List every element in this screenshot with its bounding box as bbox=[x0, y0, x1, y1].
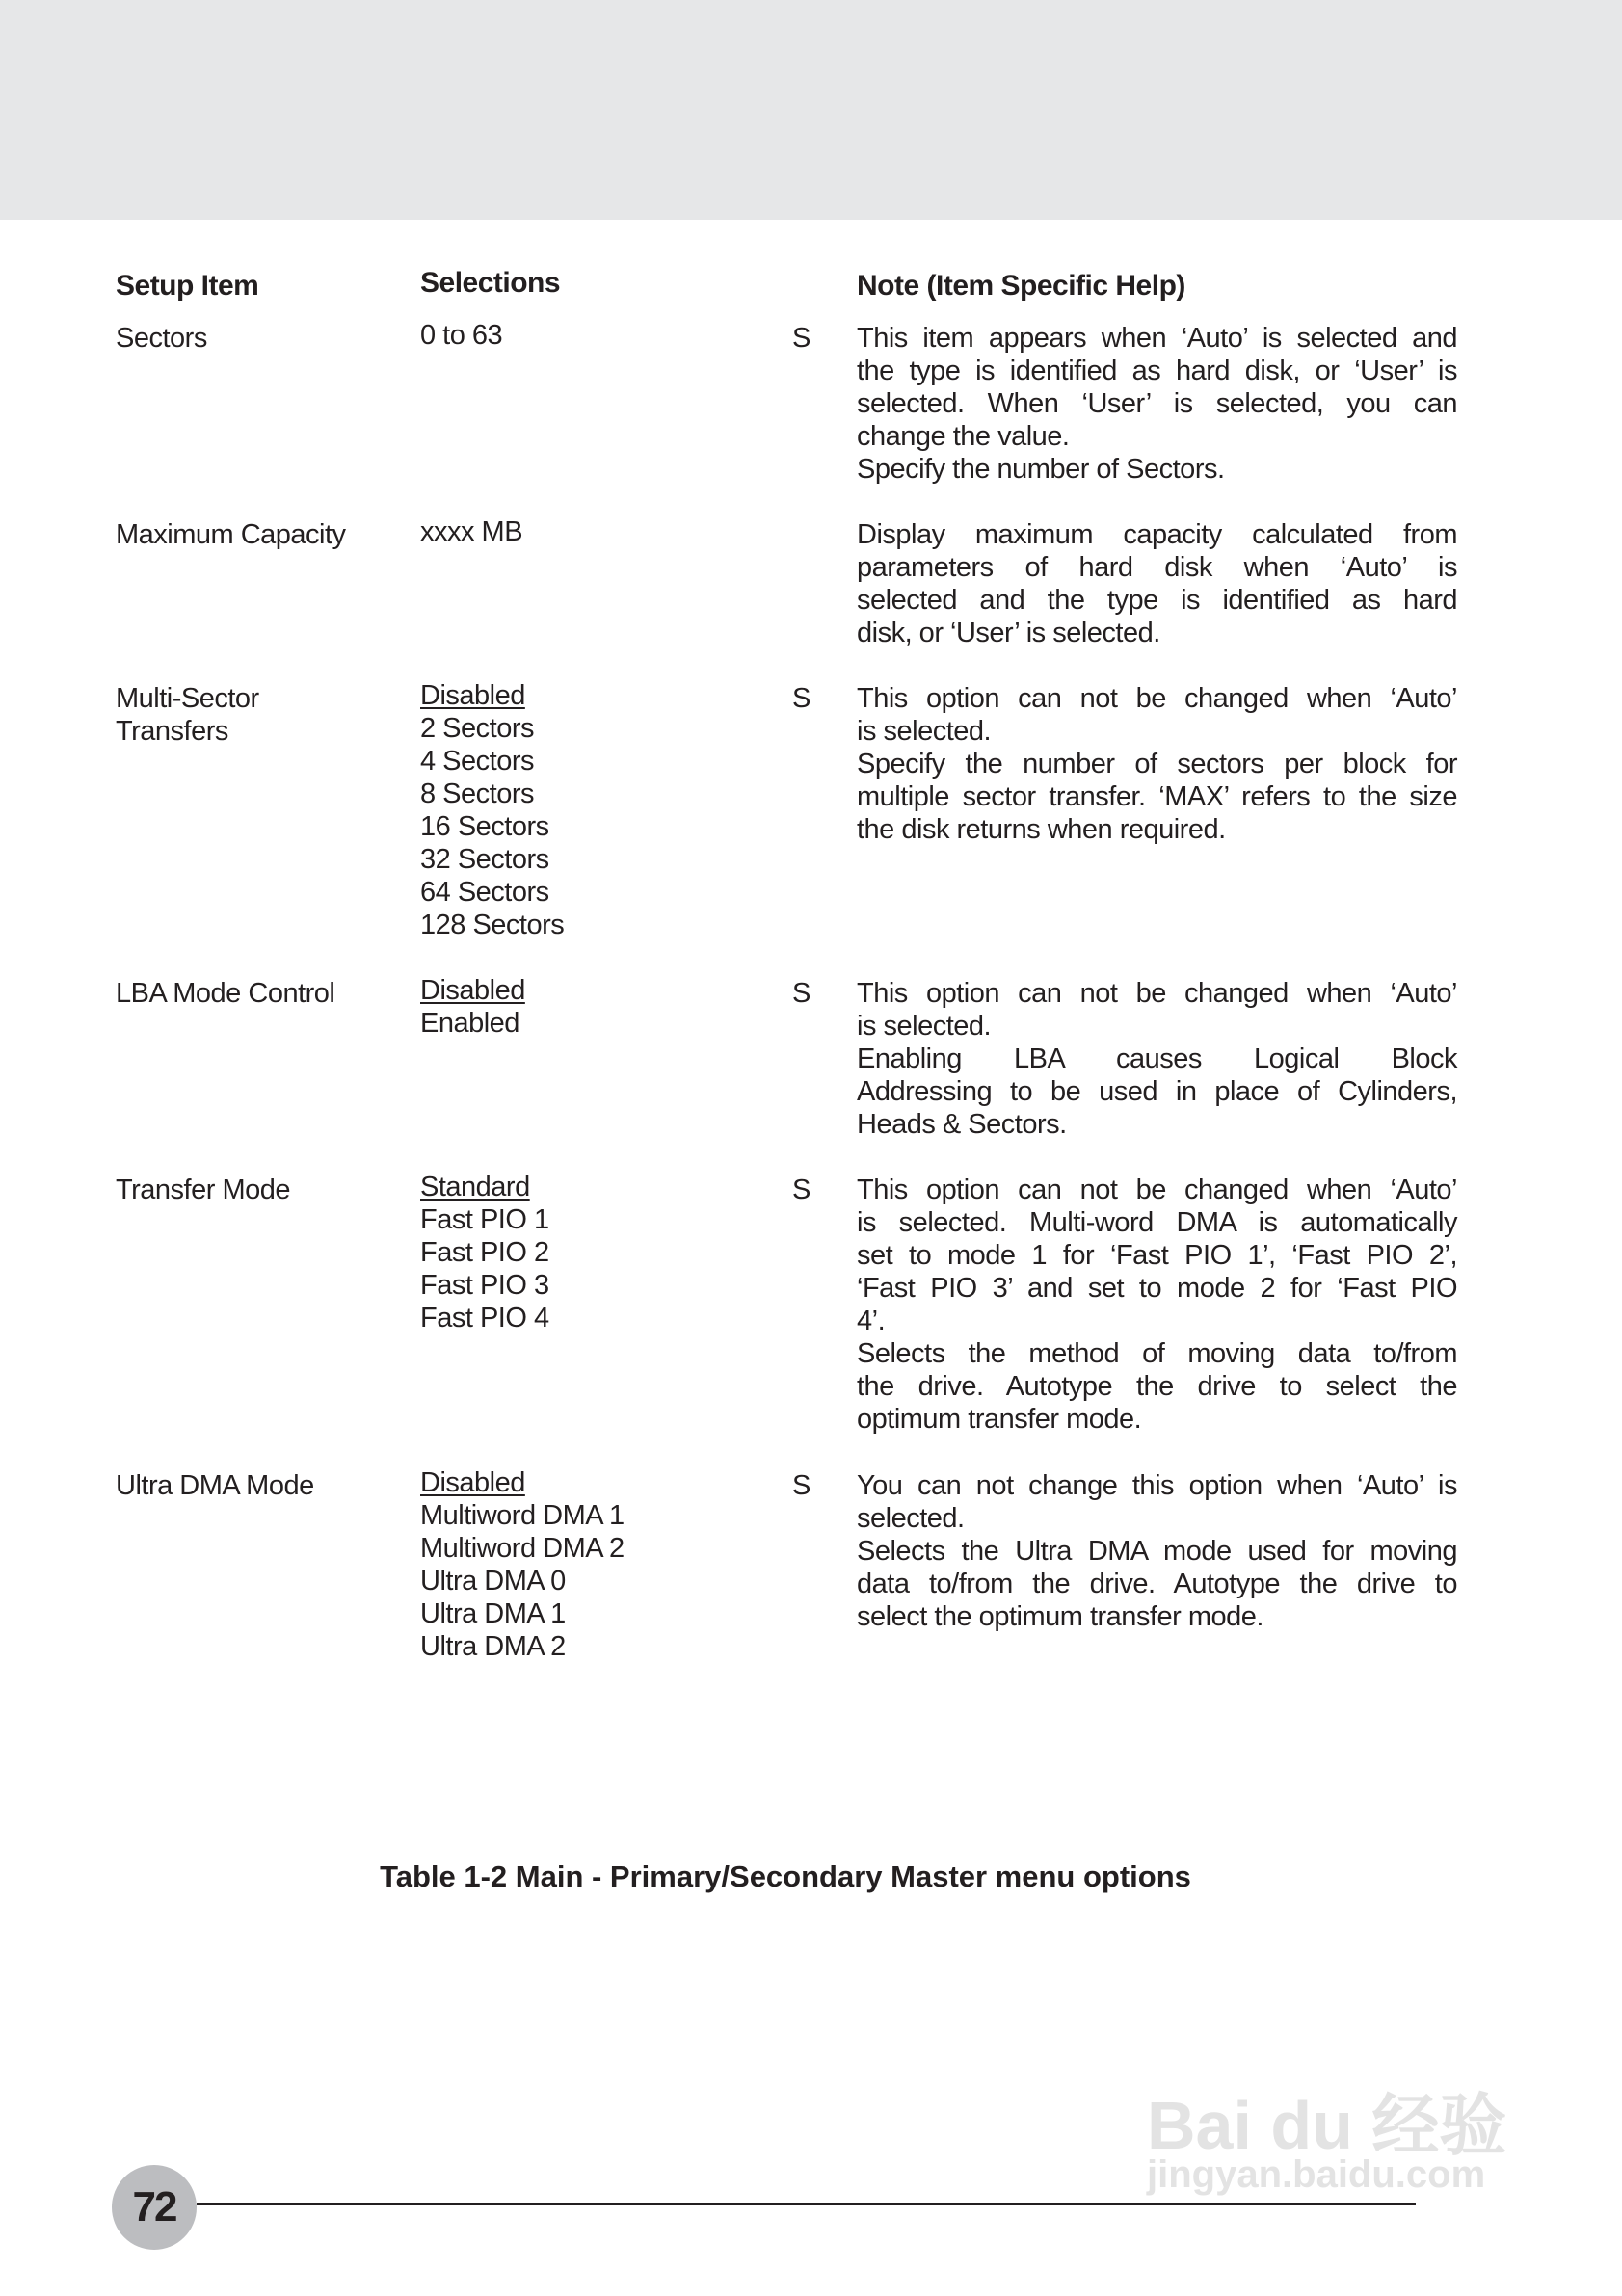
selection-option: Ultra DMA 1 bbox=[420, 1598, 566, 1629]
setup-flag: S bbox=[792, 1174, 811, 1205]
selection-option: Multiword DMA 2 bbox=[420, 1533, 625, 1564]
note-line: is selected. bbox=[857, 716, 992, 747]
selections-list bbox=[420, 515, 522, 548]
selection-option: Enabled bbox=[420, 1008, 519, 1039]
setup-item-line: Maximum Capacity bbox=[116, 519, 346, 550]
watermark-logo bbox=[1147, 2052, 1532, 2245]
selection-option-default: Disabled bbox=[420, 680, 525, 711]
note-line: the type is identified as hard disk, or ‘User’ is bbox=[857, 356, 1457, 386]
setup-item-label bbox=[116, 977, 334, 1010]
selection-option: Fast PIO 1 bbox=[420, 1204, 549, 1235]
note-line: is selected. Multi-word DMA is automatically bbox=[857, 1207, 1457, 1238]
item-help-note bbox=[857, 518, 1457, 649]
note-line: disk, or ‘User’ is selected. bbox=[857, 618, 1160, 648]
setup-item-label bbox=[116, 1469, 314, 1502]
selection-option: 8 Sectors bbox=[420, 779, 534, 809]
setup-item-label bbox=[116, 518, 346, 551]
watermark-url: jingyan.baidu.com bbox=[1147, 2153, 1486, 2196]
note-line: This option can not be changed when ‘Auto’ bbox=[857, 683, 1457, 714]
item-help-note bbox=[857, 682, 1457, 846]
column-header-note: Note (Item Specific Help) bbox=[857, 270, 1185, 302]
note-line: multiple sector transfer. ‘MAX’ refers to the size bbox=[857, 781, 1457, 812]
setup-item-label bbox=[116, 1174, 290, 1206]
selection-option-default: Disabled bbox=[420, 975, 525, 1006]
note-line: Selects the method of moving data to/from bbox=[857, 1338, 1457, 1369]
selection-option: Ultra DMA 2 bbox=[420, 1631, 566, 1662]
item-help-note bbox=[857, 1174, 1457, 1436]
note-line: This option can not be changed when ‘Auto’ bbox=[857, 1174, 1457, 1205]
note-line: Specify the number of Sectors. bbox=[857, 454, 1225, 485]
note-line: selected. When ‘User’ is selected, you can bbox=[857, 388, 1457, 419]
item-help-note bbox=[857, 322, 1457, 486]
note-line: optimum transfer mode. bbox=[857, 1404, 1142, 1435]
selection-option-default: Disabled bbox=[420, 1467, 525, 1498]
note-line: select the optimum transfer mode. bbox=[857, 1601, 1263, 1632]
note-line: selected and the type is identified as hard bbox=[857, 585, 1457, 616]
setup-flag: S bbox=[792, 683, 811, 714]
note-line: parameters of hard disk when ‘Auto’ is bbox=[857, 552, 1457, 583]
selection-option: 0 to 63 bbox=[420, 320, 503, 351]
setup-flag: S bbox=[792, 978, 811, 1009]
setup-item-line: Ultra DMA Mode bbox=[116, 1470, 314, 1501]
page-number: 72 bbox=[112, 2165, 197, 2250]
selection-option-default: Standard bbox=[420, 1172, 530, 1202]
selection-option: Ultra DMA 0 bbox=[420, 1566, 566, 1597]
selection-option: Fast PIO 4 bbox=[420, 1303, 549, 1333]
selection-option: Fast PIO 2 bbox=[420, 1237, 549, 1268]
setup-item-label bbox=[116, 682, 259, 748]
note-line: is selected. bbox=[857, 1011, 992, 1042]
note-line: change the value. bbox=[857, 421, 1070, 452]
watermark-brand: Bai du 经验 bbox=[1147, 2088, 1507, 2163]
selections-list bbox=[420, 1171, 549, 1334]
setup-item-line: Transfers bbox=[116, 716, 228, 747]
setup-item-line: Multi-Sector bbox=[116, 683, 259, 714]
selection-option: 2 Sectors bbox=[420, 713, 534, 744]
item-help-note bbox=[857, 1469, 1457, 1633]
note-line: ‘Fast PIO 3’ and set to mode 2 for ‘Fast PIO bbox=[857, 1273, 1457, 1304]
column-header-selections: Selections bbox=[420, 267, 561, 299]
selections-list bbox=[420, 679, 564, 941]
selection-option: 32 Sectors bbox=[420, 844, 549, 875]
note-line: This option can not be changed when ‘Auto’ bbox=[857, 978, 1457, 1009]
selection-option: xxxx MB bbox=[420, 516, 523, 547]
note-line: set to mode 1 for ‘Fast PIO 1’, ‘Fast PIO 2’, bbox=[857, 1240, 1457, 1271]
selection-option: 64 Sectors bbox=[420, 877, 549, 908]
selection-option: Multiword DMA 1 bbox=[420, 1500, 625, 1531]
note-line: data to/from the drive. Autotype the drive to bbox=[857, 1569, 1457, 1599]
column-header-setup-item: Setup Item bbox=[116, 270, 259, 302]
note-line: Display maximum capacity calculated from bbox=[857, 519, 1457, 550]
note-line: the disk returns when required. bbox=[857, 814, 1226, 845]
note-line: This item appears when ‘Auto’ is selected and bbox=[857, 323, 1457, 354]
selections-list bbox=[420, 1466, 625, 1663]
selection-option: 128 Sectors bbox=[420, 910, 565, 940]
note-line: Selects the Ultra DMA mode used for moving bbox=[857, 1536, 1457, 1567]
selection-option: 4 Sectors bbox=[420, 746, 534, 777]
note-line: the drive. Autotype the drive to select the bbox=[857, 1371, 1457, 1402]
selections-list bbox=[420, 319, 502, 352]
selection-option: Fast PIO 3 bbox=[420, 1270, 549, 1301]
note-line: You can not change this option when ‘Auto’ is bbox=[857, 1470, 1457, 1501]
setup-item-line: Sectors bbox=[116, 323, 207, 354]
header-band bbox=[0, 0, 1622, 220]
note-line: Addressing to be used in place of Cylinders, bbox=[857, 1076, 1457, 1107]
note-line: selected. bbox=[857, 1503, 965, 1534]
note-line: 4’. bbox=[857, 1306, 886, 1336]
setup-flag: S bbox=[792, 323, 811, 354]
table-caption: Table 1-2 Main - Primary/Secondary Master menu options bbox=[380, 1860, 1191, 1893]
setup-item-line: Transfer Mode bbox=[116, 1174, 290, 1205]
item-help-note bbox=[857, 977, 1457, 1141]
note-line: Heads & Sectors. bbox=[857, 1109, 1067, 1140]
selection-option: 16 Sectors bbox=[420, 811, 549, 842]
note-line: Specify the number of sectors per block for bbox=[857, 749, 1457, 779]
setup-item-label bbox=[116, 322, 207, 355]
note-line: Enabling LBA causes Logical Block bbox=[857, 1043, 1457, 1074]
selections-list bbox=[420, 974, 525, 1040]
setup-flag: S bbox=[792, 1470, 811, 1501]
setup-item-line: LBA Mode Control bbox=[116, 978, 335, 1009]
